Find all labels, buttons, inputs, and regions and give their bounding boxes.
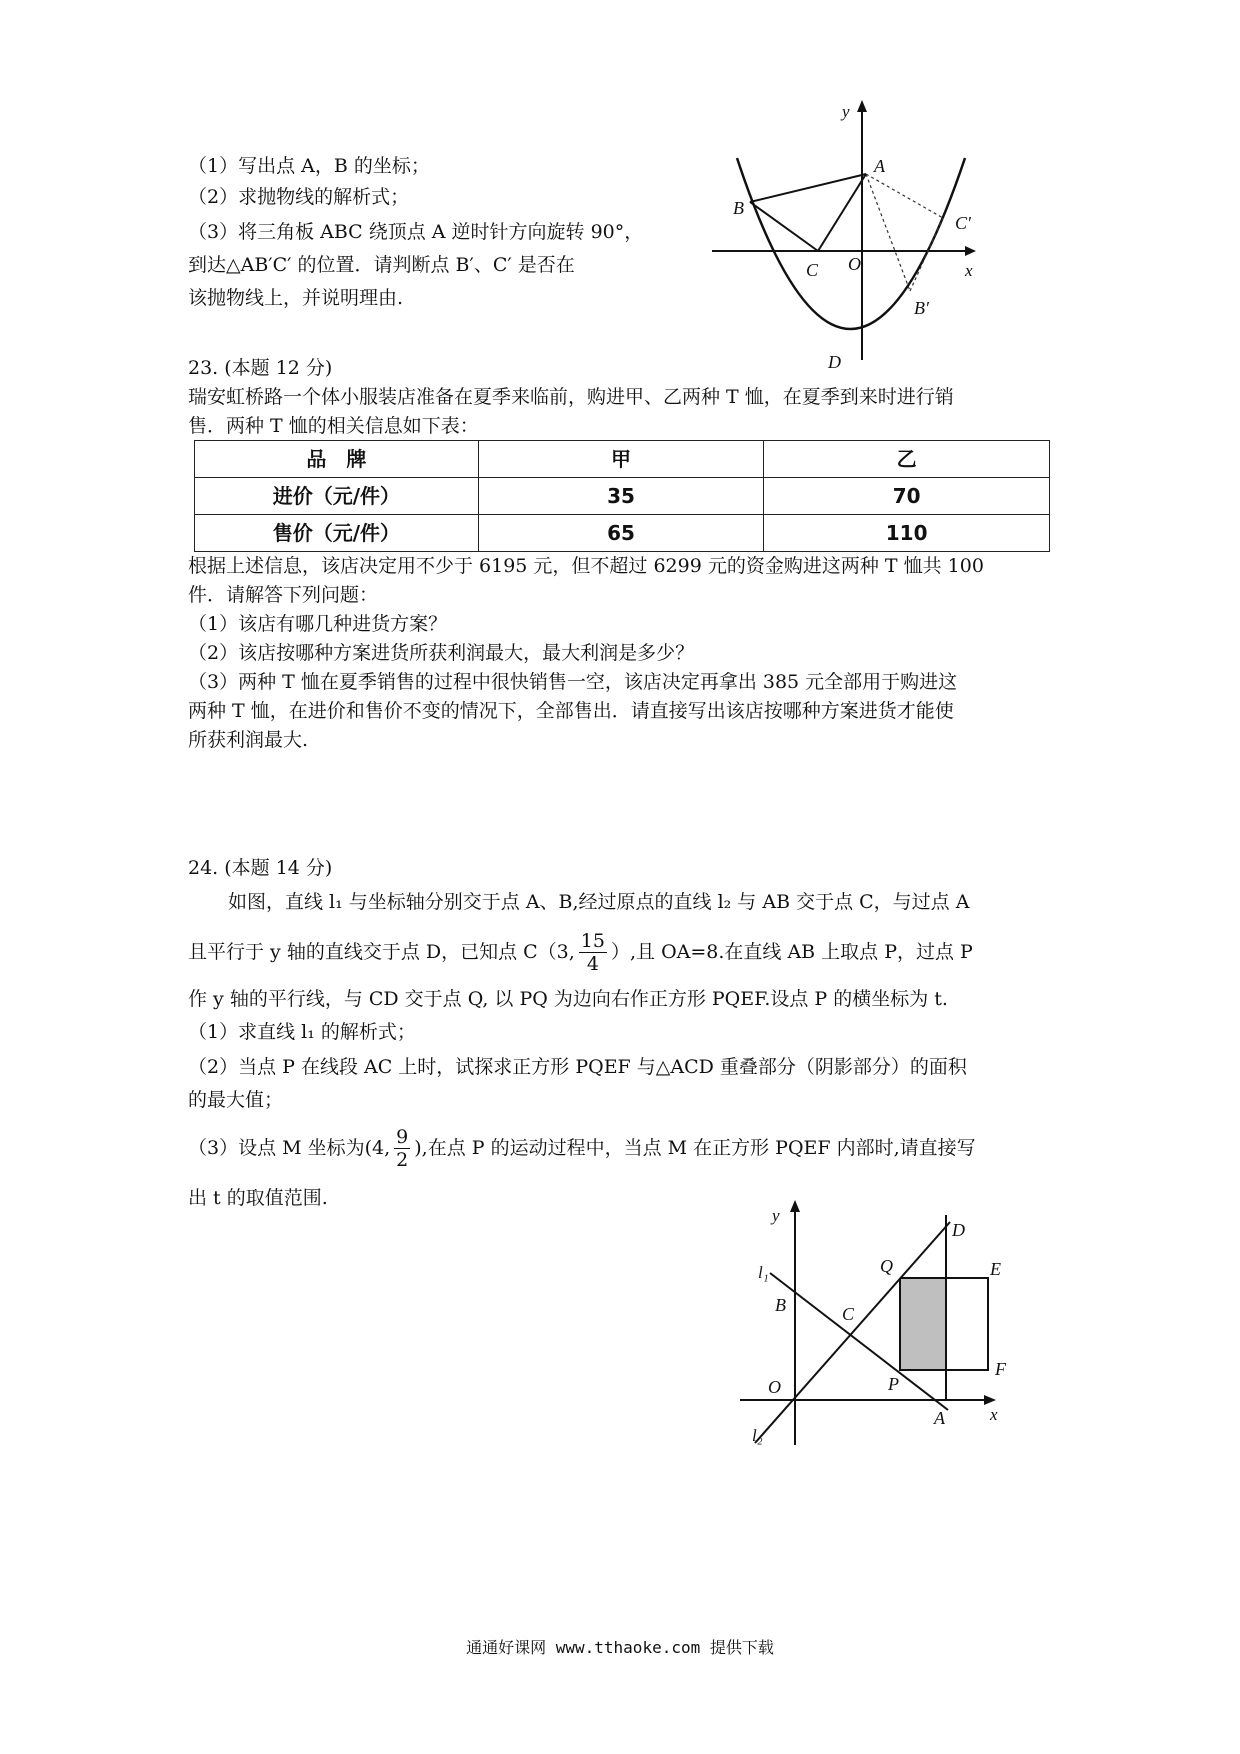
label-l2: l₂ bbox=[752, 1426, 763, 1445]
q23-question2: （2）该店按哪种方案进货所获利润最大，最大利润是多少？ bbox=[188, 642, 695, 664]
fraction-15-over-4: $\frac{15}{4}$ bbox=[580, 929, 605, 975]
label-E: E bbox=[990, 1259, 1001, 1279]
table-header-row bbox=[195, 441, 1050, 478]
q22-text bbox=[188, 152, 643, 313]
q23-intro-line1: 瑞安虹桥路一个体小服装店准备在夏季来临前，购进甲、乙两种 T 恤，在夏季到来时进行销 bbox=[188, 386, 954, 408]
q23-question3-line3: 所获利润最大. bbox=[188, 729, 309, 751]
segment-BC bbox=[750, 202, 818, 251]
table-header-jia: 甲 bbox=[478, 441, 764, 478]
page-footer: 通通好课网 www.tthaoke.com 提供下载 bbox=[466, 1638, 774, 1657]
table-row-cost bbox=[195, 478, 1050, 515]
q24-line2-end: ）,且 OA=8.在直线 AB 上取点 P，过点 P bbox=[610, 940, 973, 963]
segment-AB bbox=[750, 174, 866, 202]
q24-question2-line2: 的最大值； bbox=[188, 1089, 284, 1111]
label-x: x bbox=[965, 261, 973, 280]
q24-line2 bbox=[188, 922, 973, 982]
q23-intro-line2: 售．两种 T 恤的相关信息如下表： bbox=[188, 415, 479, 437]
q23-heading: 23. (本题 12 分) bbox=[188, 357, 333, 379]
label-O: O bbox=[768, 1377, 781, 1397]
q22-part3-line3: 该抛物线上，并说明理由. bbox=[188, 287, 404, 309]
q24-question3-line1 bbox=[188, 1118, 976, 1178]
q24-question2 bbox=[188, 1053, 967, 1115]
label-y: y bbox=[772, 1206, 780, 1225]
q24-line1: 如图，直线 l₁ 与坐标轴分别交于点 A、B,经过原点的直线 l₂ 与 AB 交于点 C，与过点 A bbox=[228, 891, 970, 913]
label-x: x bbox=[990, 1405, 998, 1424]
q23-after-line2: 件．请解答下列问题： bbox=[188, 584, 379, 606]
tshirt-price-table bbox=[194, 440, 1050, 552]
label-B: B bbox=[775, 1295, 786, 1315]
q22-part1: （1）写出点 A，B 的坐标； bbox=[188, 155, 430, 177]
q22-part3-line2: 到达△AB′C′ 的位置．请判断点 B′、C′ 是否在 bbox=[188, 254, 575, 276]
table-cell-value: 65 bbox=[478, 515, 764, 552]
q24-question1: （1）求直线 l₁ 的解析式； bbox=[188, 1021, 416, 1043]
q24-line2-start: 且平行于 y 轴的直线交于点 D，已知点 C（3, bbox=[188, 940, 575, 963]
table-cell-label: 进价（元/件） bbox=[195, 478, 479, 515]
q24-line-figure bbox=[730, 1190, 1010, 1455]
label-B-prime: B′ bbox=[914, 298, 929, 318]
parabola-curve bbox=[737, 158, 965, 329]
table-cell-value: 35 bbox=[478, 478, 764, 515]
q24-question3-post: ),在点 P 的运动过程中，当点 M 在正方形 PQEF 内部时,请直接写 bbox=[414, 1136, 976, 1159]
fraction-9-over-2: $\frac{9}{2}$ bbox=[396, 1125, 409, 1171]
table-header-yi: 乙 bbox=[764, 441, 1050, 478]
q24-question3-line2: 出 t 的取值范围. bbox=[188, 1187, 328, 1209]
q23-body bbox=[188, 552, 984, 755]
q22-part2: （2）求抛物线的解析式； bbox=[188, 186, 410, 208]
label-C: C bbox=[806, 260, 819, 280]
q22-parabola-figure bbox=[700, 95, 980, 380]
q24-question3-pre: （3）设点 M 坐标为(4, bbox=[188, 1136, 391, 1159]
label-D: D bbox=[952, 1220, 965, 1240]
q23-intro bbox=[188, 383, 954, 441]
label-C: C bbox=[842, 1304, 855, 1324]
q24-line3: 作 y 轴的平行线，与 CD 交于点 Q, 以 PQ 为边向右作正方形 PQEF.设点 P 的横坐标为 t. bbox=[188, 988, 948, 1010]
table-cell-value: 110 bbox=[764, 515, 1050, 552]
segment-AC-prime bbox=[866, 174, 943, 218]
table-cell-label: 售价（元/件） bbox=[195, 515, 479, 552]
q23-after-line1: 根据上述信息，该店决定用不少于 6195 元，但不超过 6299 元的资金购进这两种 T 恤共 100 bbox=[188, 555, 984, 577]
q24-question2-line1: （2）当点 P 在线段 AC 上时，试探求正方形 PQEF 与△ACD 重叠部分（阴影部分）的面积 bbox=[188, 1056, 967, 1078]
segment-AB-prime bbox=[866, 174, 910, 291]
table-header-brand: 品 牌 bbox=[195, 441, 479, 478]
table-cell-value: 70 bbox=[764, 478, 1050, 515]
q23-question3-line1: （3）两种 T 恤在夏季销售的过程中很快销售一空，该店决定再拿出 385 元全部用于购进这 bbox=[188, 671, 958, 693]
label-Q: Q bbox=[880, 1256, 893, 1276]
q23-question1: （1）该店有哪几种进货方案？ bbox=[188, 613, 448, 635]
label-O: O bbox=[848, 254, 861, 274]
overlap-shaded-region bbox=[900, 1278, 946, 1370]
label-B: B bbox=[733, 198, 744, 218]
label-P: P bbox=[888, 1374, 899, 1394]
label-A: A bbox=[934, 1408, 945, 1428]
table-row-price bbox=[195, 515, 1050, 552]
segment-CA bbox=[818, 174, 866, 251]
label-C-prime: C′ bbox=[955, 213, 971, 233]
q22-part3-line1: （3）将三角板 ABC 绕顶点 A 逆时针方向旋转 90°， bbox=[188, 221, 644, 243]
label-y: y bbox=[842, 102, 850, 121]
label-F: F bbox=[995, 1359, 1006, 1379]
q24-heading: 24. (本题 14 分) bbox=[188, 857, 333, 879]
label-l1: l₁ bbox=[758, 1263, 769, 1282]
label-A: A bbox=[874, 156, 885, 176]
label-D: D bbox=[828, 352, 841, 372]
q23-question3-line2: 两种 T 恤，在进价和售价不变的情况下，全部售出．请直接写出该店按哪种方案进货才能使 bbox=[188, 700, 954, 722]
